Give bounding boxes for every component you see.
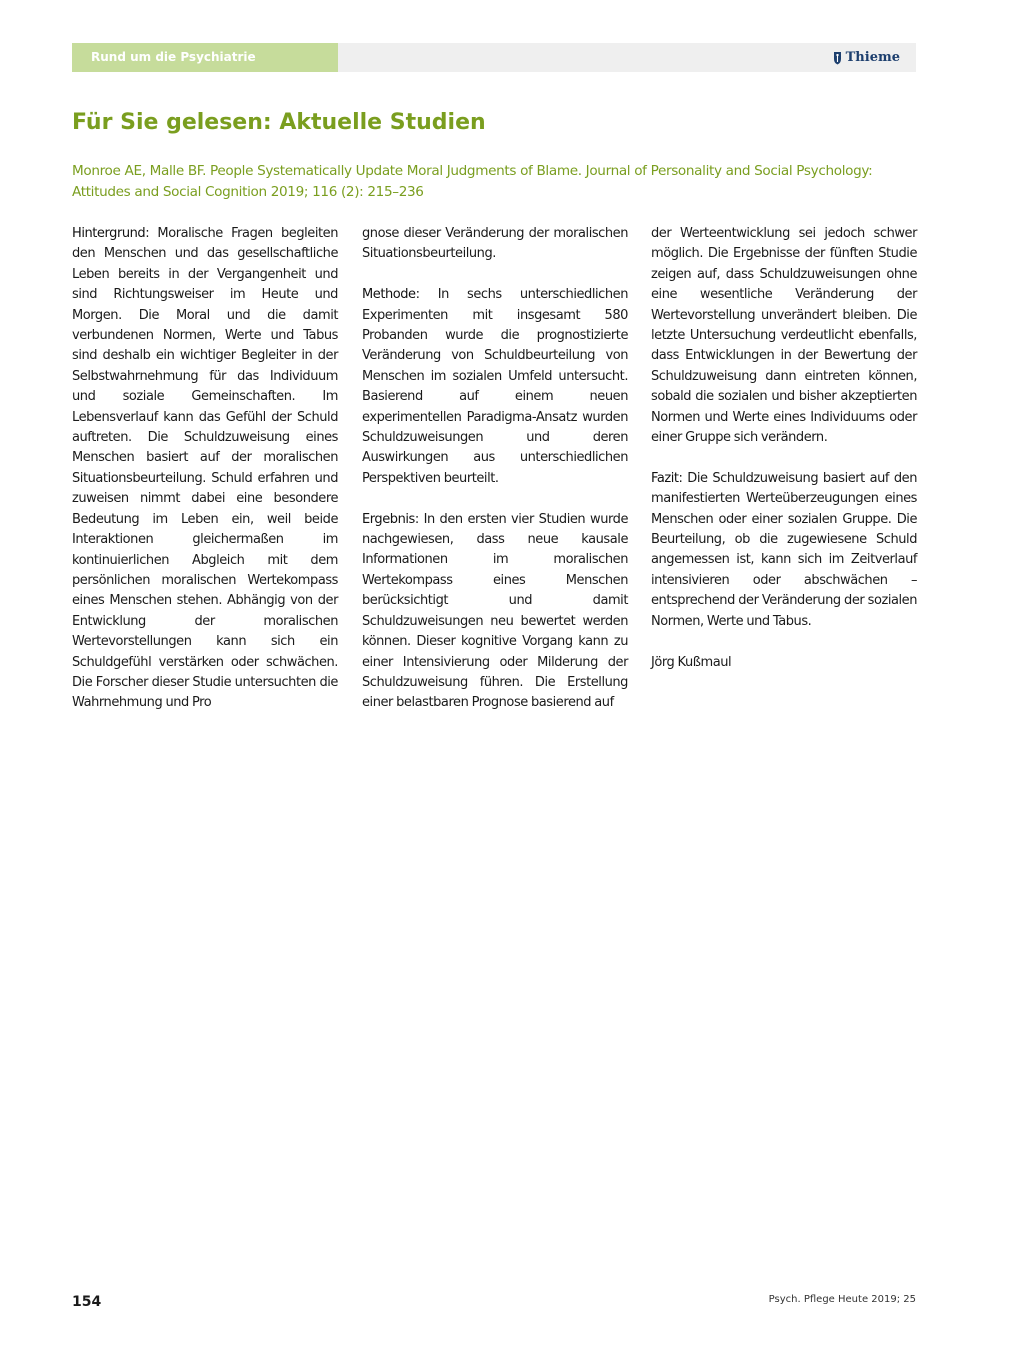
hintergrund-text: : Moralische Fragen begleiten den Menschen und das gesellschaftliche Leben bereits in der Vergangenheit und sind Richtungsweiser im Heute und Morgen. Die Moral und die damit verbundenen Normen, Werte und Tabus sind deshalb ein wichtiger Begleiter in der Selbstwahrnehmung für das Individuum und soziale Gemeinschaften. Im Lebensverlauf kann das Gefühl der Schuld auftreten. Die Schuldzuweisung eines Menschen basiert auf der moralischen Situationsbeurteilung. Schuld erfahren und zuweisen nimmt dabei eine besondere Bedeutung im Leben ein, weil beide Interaktionen gleichermaßen im kontinuierlichen Abgleich mit dem persönlichen moralischen Wertekompass eines Menschen stehen. Abhängig von der Entwicklung der moralischen Wertevorstellungen kann sich ein Schuldgefühl verstärken oder schwächen. Die Forscher dieser Studie untersuchten die Wahrnehmung und Pro xyxy=(72,226,338,711)
paragraph-ergebnis xyxy=(362,510,628,714)
text-column-1 xyxy=(72,224,338,734)
publisher-brand xyxy=(833,43,900,72)
running-header xyxy=(72,43,916,72)
fazit-text: : Die Schuldzuweisung basiert auf den manifestierten Werteüberzeugungen eines Menschen oder einer sozialen Gruppe. Die Beurteilung, ob die zugewiesene Schuld angemessen ist, kann sich im Zeitverlauf intensivieren oder abschwächen – entsprechend der Veränderung der sozialen Normen, Werte und Tabus. xyxy=(651,470,917,629)
thieme-shield-icon xyxy=(833,51,842,65)
paragraph-hintergrund xyxy=(72,224,338,714)
paragraph-fazit xyxy=(651,469,917,632)
journal-reference: Psych. Pflege Heute 2019; 25 xyxy=(768,1294,916,1305)
methode-text: : In sechs unterschiedlichen Experimenten mit insgesamt 580 Probanden wurde die prognostizierte Veränderung von Schuldbeurteilung von Menschen im sozialen Umfeld untersucht. Basierend auf einem neuen experimentellen Paradigma-Ansatz wurden Schuldzuweisungen und deren Auswirkungen aus unterschiedlichen Perspektiven beurteilt. xyxy=(362,287,628,486)
paragraph-methode xyxy=(362,285,628,489)
ergebnis-heading: Ergebnis xyxy=(362,511,415,527)
text-column-3 xyxy=(651,224,917,693)
paragraph-hintergrund-continued: gnose dieser Veränderung der moralischen Situationsbeurteilung. xyxy=(362,226,628,262)
paragraph-ergebnis-continued: der Werteentwicklung sei jedoch schwer möglich. Die Ergebnisse der fünften Studie zeigen auf, dass Schuldzuweisungen ohne eine wesentliche Veränderung der Wertevorstellung unverändert bleiben. Die letzte Untersuchung verdeutlicht ebenfalls, dass Entwicklungen in der Bewertung der Schuldzuweisung dann eintreten können, sobald die sozialen und bisher akzeptierten Normen und Werte eines Individuums oder einer Gruppe sich verändern. xyxy=(651,226,917,446)
hintergrund-heading: Hintergrund xyxy=(72,226,146,241)
fazit-heading: Fazit xyxy=(651,470,679,486)
page-title: Für Sie gelesen: Aktuelle Studien xyxy=(72,110,486,135)
ergebnis-text: : In den ersten vier Studien wurde nachgewiesen, dass neue kausale Informationen im moralischen Wertekompass eines Menschen berücksichtigt und damit Schuldzuweisungen neu bewertet werden können. Dieser kognitive Vorgang kann zu einer Intensivierung oder Milderung der Schuldzuweisung führen. Die Erstellung einer belastbaren Prognose basierend auf xyxy=(362,511,628,711)
article-citation: Monroe AE, Malle BF. People Systematically Update Moral Judgments of Blame. Journal of Personality and Social Psychology: Attitudes and Social Cognition 2019; 116 (2): 215–236 xyxy=(72,163,873,200)
page-number: 154 xyxy=(72,1294,102,1310)
publisher-name: Thieme xyxy=(845,50,900,65)
section-label: Rund um die Psychiatrie xyxy=(72,43,338,72)
author-signature: Jörg Kußmaul xyxy=(651,654,732,670)
text-column-2 xyxy=(362,224,628,734)
methode-heading: Methode xyxy=(362,287,416,303)
